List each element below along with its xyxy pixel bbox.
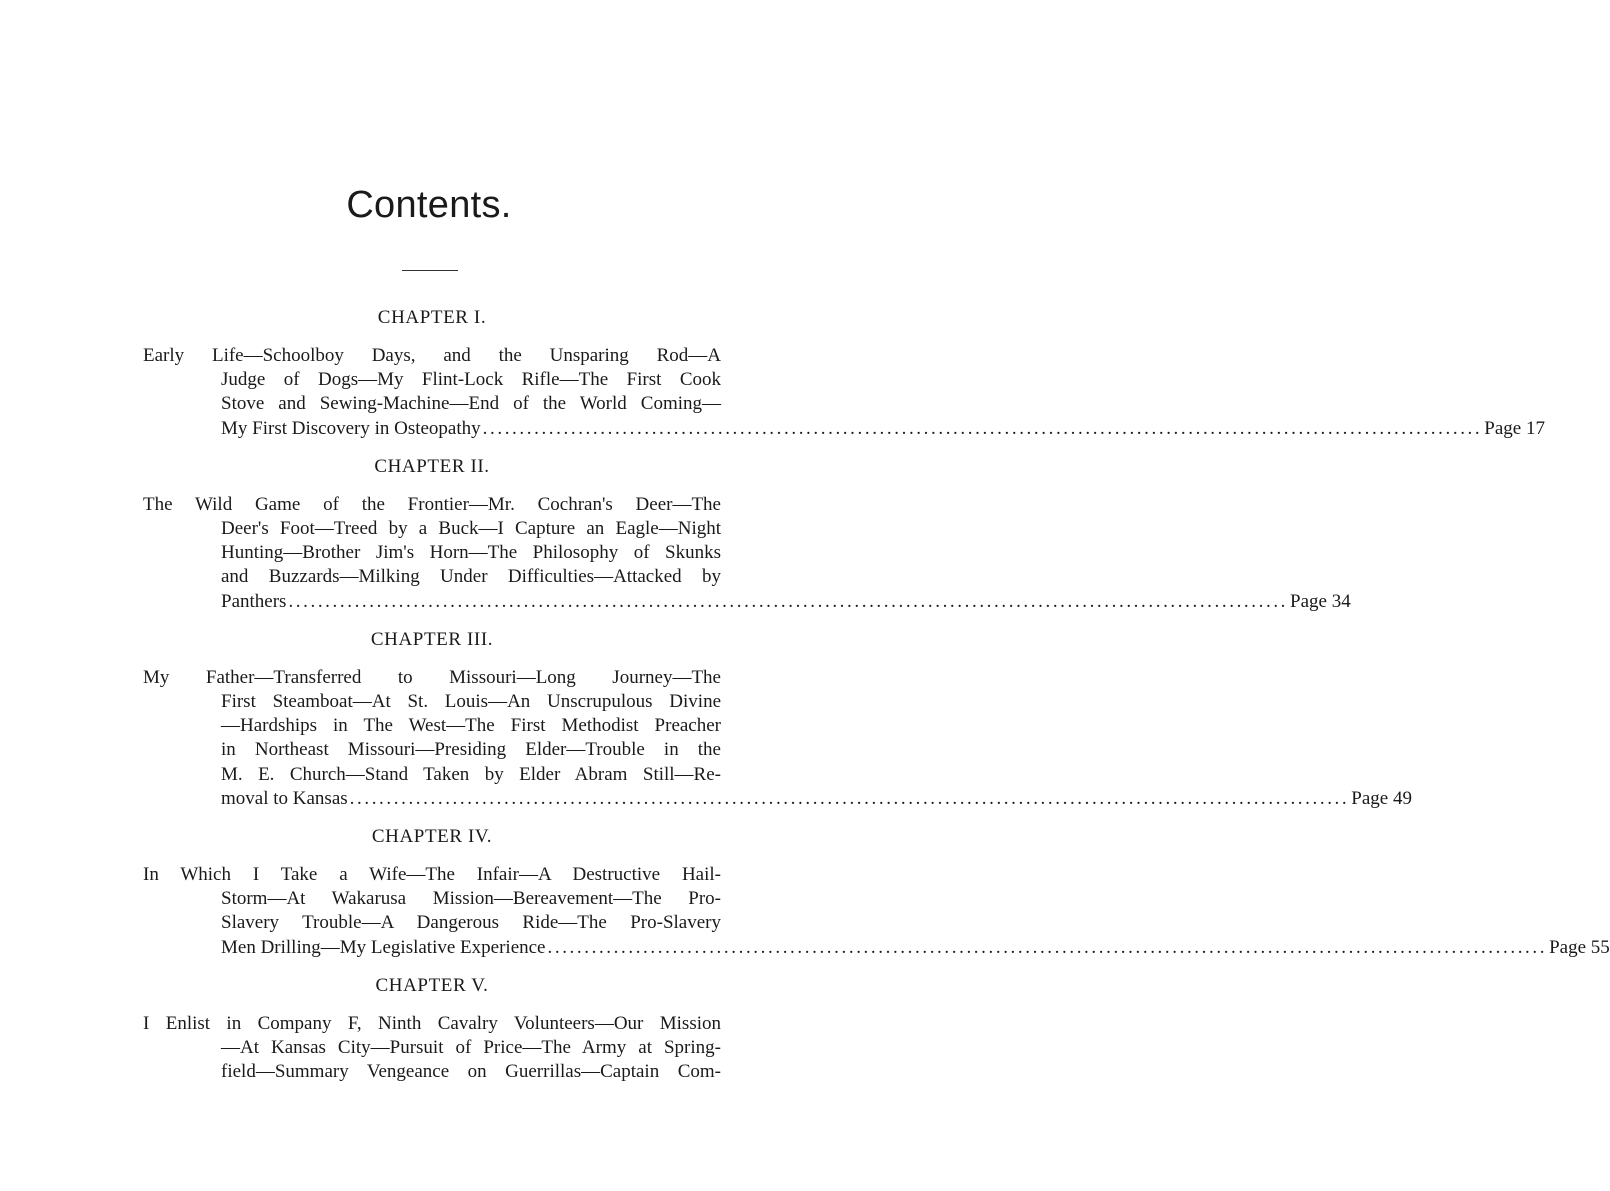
- summary-line: Judge of Dogs—My Flint-Lock Rifle—The First Cook: [221, 369, 721, 391]
- summary-line: —At Kansas City—Pursuit of Price—The Army at Spring-: [221, 1037, 721, 1059]
- summary-line: M. E. Church—Stand Taken by Elder Abram Still—Re-: [221, 763, 721, 785]
- summary-line: The Wild Game of the Frontier—Mr. Cochran's Deer—The: [143, 493, 721, 515]
- toc-chapter-5: [143, 974, 721, 1085]
- page-reference: Page 55: [1549, 936, 1610, 958]
- summary-line: I Enlist in Company F, Ninth Cavalry Volunteers—Our Mission: [143, 1012, 721, 1034]
- summary-last-line: My First Discovery in Osteopathy: [221, 417, 481, 439]
- chapter-heading: CHAPTER III.: [370, 628, 494, 650]
- summary-line: Deer's Foot—Treed by a Buck—I Capture an Eagle—Night: [221, 518, 721, 540]
- page-reference: Page 49: [1351, 787, 1412, 809]
- dot-leader: ........................................................................................................................................: [349, 787, 1350, 809]
- dot-leader: ........................................................................................................................................: [482, 417, 1483, 439]
- chapter-summary: [143, 493, 1351, 614]
- toc-chapter-4: [143, 825, 1610, 960]
- chapter-summary: [143, 344, 1545, 441]
- summary-line: Hunting—Brother Jim's Horn—The Philosophy of Skunks: [221, 542, 721, 564]
- summary-line: field—Summary Vengeance on Guerrillas—Captain Com-: [221, 1061, 721, 1083]
- summary-last-line: Men Drilling—My Legislative Experience: [221, 936, 546, 958]
- chapter-summary: [143, 666, 1412, 811]
- chapter-heading: CHAPTER I.: [377, 307, 487, 328]
- toc-entry-line: [182, 787, 1412, 811]
- chapter-heading: CHAPTER V.: [375, 974, 489, 996]
- chapter-heading: CHAPTER II.: [374, 455, 490, 477]
- chapter-heading: CHAPTER IV.: [371, 826, 493, 848]
- dot-leader: ........................................................................................................................................: [547, 936, 1548, 958]
- table-of-contents: [143, 306, 1610, 1098]
- summary-line: First Steamboat—At St. Louis—An Unscrupulous Divine: [221, 691, 721, 713]
- page-title: Contents.: [346, 184, 512, 226]
- dot-leader: ........................................................................................................................................: [288, 590, 1289, 612]
- toc-chapter-2: [143, 455, 1351, 614]
- summary-line: In Which I Take a Wife—The Infair—A Destructive Hail-: [143, 864, 721, 886]
- toc-chapter-1: [143, 306, 1545, 441]
- chapter-summary: [143, 1012, 721, 1085]
- summary-line: —Hardships in The West—The First Methodist Preacher: [221, 715, 721, 737]
- summary-line: in Northeast Missouri—Presiding Elder—Trouble in the: [221, 739, 721, 761]
- toc-entry-line: [182, 590, 1351, 614]
- toc-entry-line: [182, 417, 1545, 441]
- summary-line: Storm—At Wakarusa Mission—Bereavement—The Pro-: [221, 888, 721, 910]
- chapter-summary: [143, 863, 1610, 960]
- page-reference: Page 34: [1290, 590, 1351, 612]
- toc-entry-line: [182, 936, 1610, 960]
- summary-line: Early Life—Schoolboy Days, and the Unsparing Rod—A: [143, 345, 721, 366]
- title-divider: [402, 270, 458, 271]
- summary-line: and Buzzards—Milking Under Difficulties—Attacked by: [221, 566, 721, 588]
- summary-last-line: moval to Kansas: [221, 787, 348, 809]
- page-reference: Page 17: [1484, 417, 1545, 439]
- summary-last-line: Panthers: [221, 590, 287, 612]
- summary-line: Slavery Trouble—A Dangerous Ride—The Pro-Slavery: [221, 912, 721, 934]
- toc-chapter-3: [143, 628, 1412, 811]
- summary-line: My Father—Transferred to Missouri—Long Journey—The: [143, 666, 721, 688]
- summary-line: Stove and Sewing-Machine—End of the World Coming—: [221, 393, 721, 415]
